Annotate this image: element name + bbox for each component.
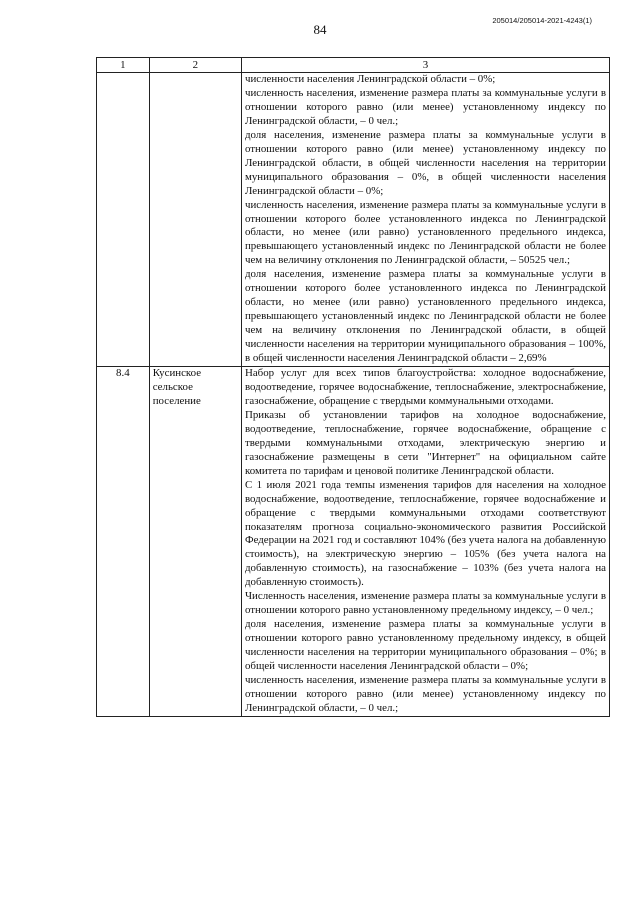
row-number-cell: 8.4 (97, 367, 150, 717)
column-header-3: 3 (241, 58, 609, 73)
row-name-cell (149, 73, 241, 367)
paragraph: численности населения Ленинградской области – 0%; (244, 73, 496, 85)
row-number-cell (97, 73, 150, 367)
paragraph: Приказы об установлении тарифов на холодное водоснабжение, водоотведение, теплоснабжение, горячее водоснабжение, обращение с твердыми коммунальными отходами, электрическую энергию и газоснабжение размещены в сети "Интернет" на официальном сайте комитета по тарифам и ценовой политике Ленинградской области. (244, 408, 606, 477)
paragraph: доля населения, изменение размера платы за коммунальные услуги в отношении которого более установленного индекса по Ленинградской области, но менее (или равно) установленного предельного индекса, превышающего установленный индекс по Ленинградской области не более чем на величину отклонения по Ленинградской области, в общей численности населения на территории муниципального образования – 100%, в общей численности населения Ленинградской области – 2,69% (244, 268, 606, 365)
paragraph: Набор услуг для всех типов благоустройства: холодное водоснабжение, водоотведение, горячее водоснабжение, теплоснабжение, электроснабжение, газоснабжение, обращение с твердыми коммунальными отходами. (244, 367, 606, 407)
page-number: 84 (313, 22, 327, 37)
document-id: 205014/205014-2021-4243(1) (492, 16, 592, 25)
paragraph: Численность населения, изменение размера платы за коммунальные услуги в отношении которого равно установленному предельному индексу, – 0 чел.; (244, 590, 606, 617)
row-content-cell (241, 367, 609, 717)
paragraph: численность населения, изменение размера платы за коммунальные услуги в отношении которого равно (или менее) установленному индексу по Ленинградской области, – 0 чел.; (244, 86, 606, 127)
row-content-cell (241, 73, 609, 367)
table-row (97, 367, 610, 717)
table-row (97, 73, 610, 367)
paragraph: С 1 июля 2021 года темпы изменения тарифов для населения на холодное водоснабжение, водоотведение, теплоснабжение, горячее водоснабжение и обращение с твердыми коммунальными отходами соответствуют показателям прогноза социально-экономического развития Российской Федерации на 2021 год и составляют 104% (без учета налога на добавленную стоимость), на электрическую энергию – 105% (без учета налога на добавленную стоимость), на газоснабжение – 103% (без учета налога на добавленную стоимость). (244, 478, 606, 589)
paragraph: доля населения, изменение размера платы за коммунальные услуги в отношении которого равно установленному предельному индексу, в общей численности населения на территории муниципального образования – 0%; в общей численности населения Ленинградской области – 0%; (244, 618, 606, 673)
column-header-2: 2 (149, 58, 241, 73)
row-name-cell: Кусинское сельское поселение (149, 367, 241, 717)
column-header-1: 1 (97, 58, 150, 73)
document-table (96, 57, 610, 717)
paragraph: численность населения, изменение размера платы за коммунальные услуги в отношении которого равно (или менее) установленному индексу по Ленинградской области, – 0 чел.; (244, 673, 606, 714)
paragraph: доля населения, изменение размера платы за коммунальные услуги в отношении которого равно (или менее) установленному индексу по Ленинградской области, в общей численности населения на территории муниципального образования – 0%, в общей численности населения Ленинградской области – 0%; (244, 128, 606, 197)
paragraph: численность населения, изменение размера платы за коммунальные услуги в отношении которого более установленного индекса по Ленинградской области, но менее (или равно) установленного предельного индекса, превышающего установленный индекс по Ленинградской области не более чем на величину отклонения по Ленинградской области, – 50525 чел.; (244, 198, 606, 267)
table-header-row (97, 58, 610, 73)
